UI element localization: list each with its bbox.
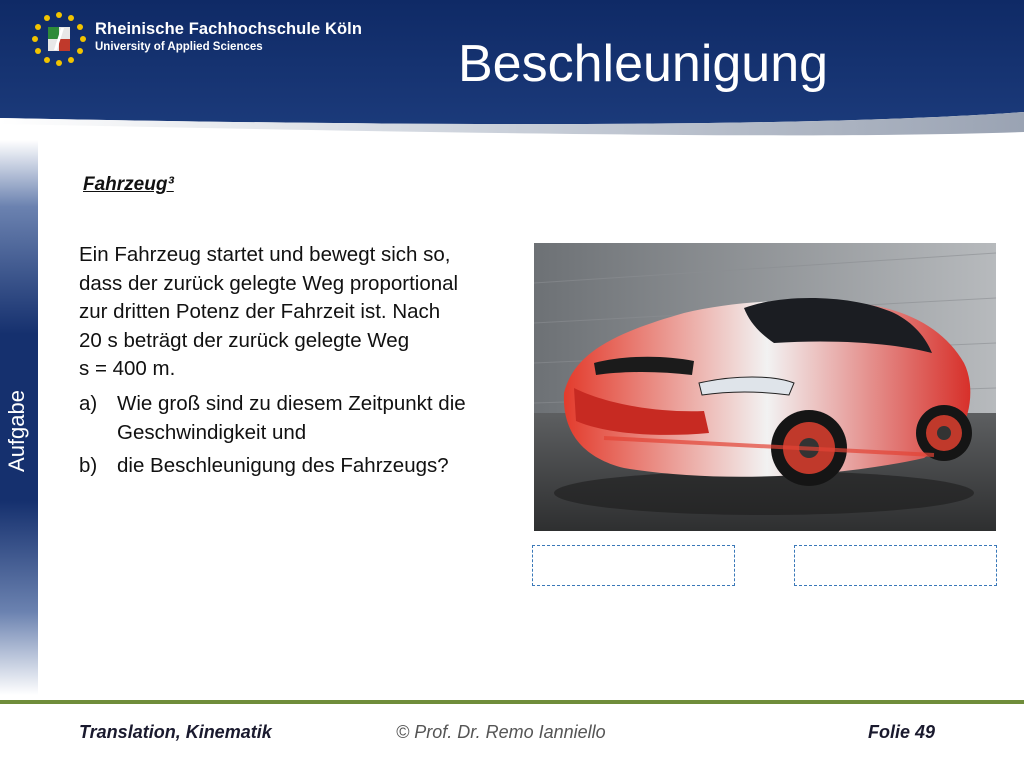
paragraph-line: 20 s beträgt der zurück gelegte Weg: [79, 328, 410, 352]
footer-divider: [0, 700, 1024, 704]
school-subtitle: University of Applied Sciences: [95, 41, 263, 53]
list-marker: a): [79, 392, 98, 415]
list-marker: b): [79, 454, 98, 477]
school-branding: [95, 20, 362, 53]
slide-title: Beschleunigung: [458, 35, 829, 93]
slide-header: [0, 0, 1024, 150]
footer-author: © Prof. Dr. Remo Ianniello: [396, 722, 606, 742]
paragraph-line: dass der zurück gelegte Weg proportional: [79, 271, 459, 295]
question-list: [79, 390, 524, 486]
paragraph-line: zur dritten Potenz der Fahrzeit ist. Nach: [79, 300, 441, 323]
placeholder-box-left: [532, 545, 735, 586]
sidebar-label: Aufgabe: [4, 390, 29, 472]
footer-slide-number: Folie 49: [868, 722, 936, 742]
exercise-subheading: Fahrzeug³: [83, 174, 174, 195]
list-item: [79, 390, 524, 447]
school-name: Rheinische Fachhochschule Köln: [95, 20, 363, 38]
footer-topic: Translation, Kinematik: [79, 722, 272, 742]
university-logo: [30, 10, 88, 68]
exercise-paragraph: [79, 241, 524, 384]
list-item: [79, 452, 524, 481]
sports-car-image: [534, 243, 996, 531]
placeholder-box-right: [794, 545, 997, 586]
paragraph-line: Ein Fahrzeug startet und bewegt sich so,: [79, 243, 451, 266]
list-item-text: Wie groß sind zu diesem Zeitpunkt die Geschwindigkeit und: [117, 392, 466, 444]
paragraph-line: s = 400 m.: [79, 357, 176, 380]
list-item-text: die Beschleunigung des Fahrzeugs?: [117, 454, 449, 477]
